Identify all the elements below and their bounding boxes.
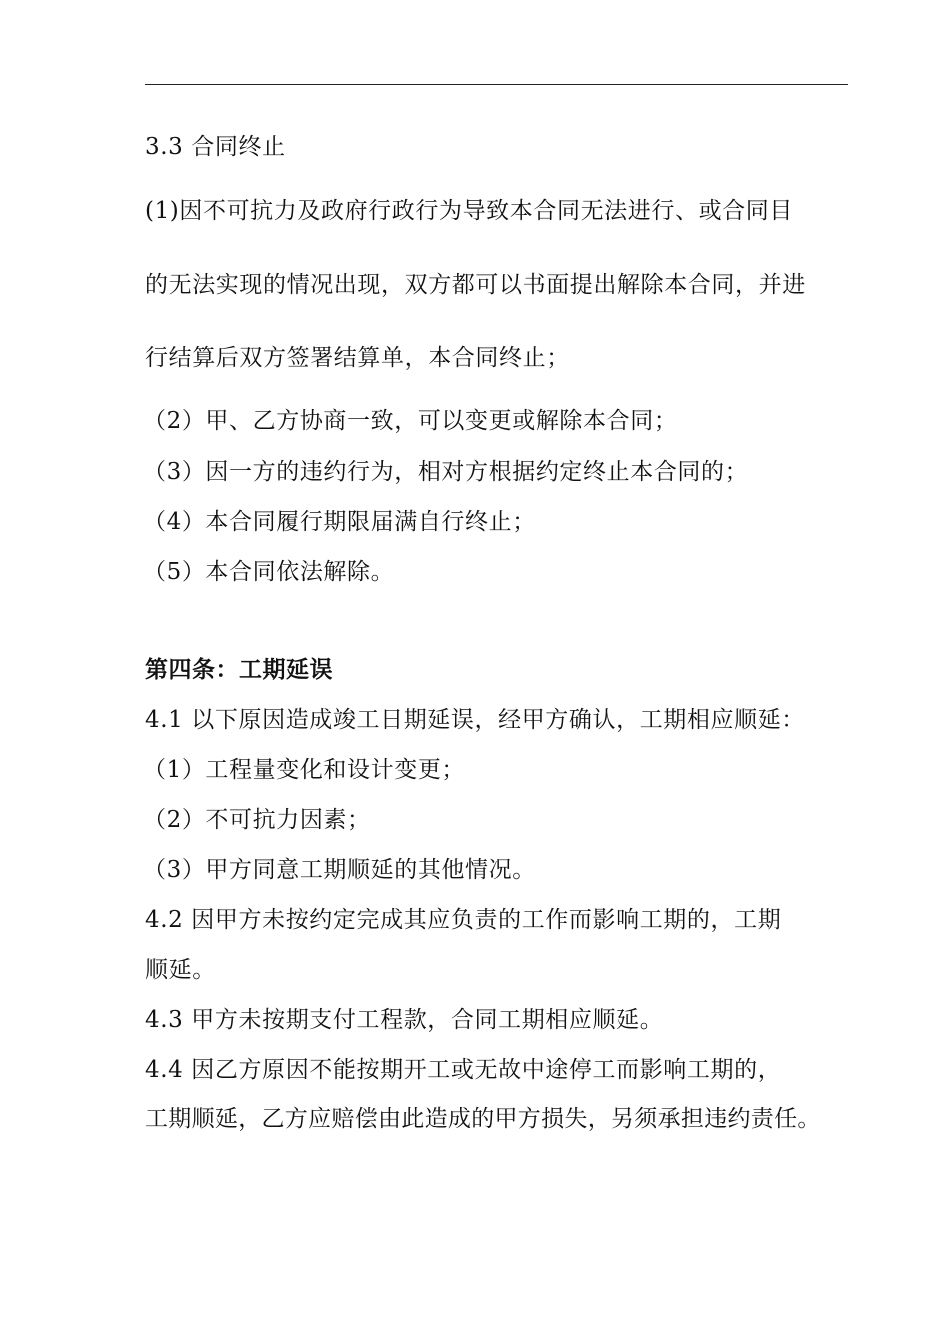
clause-4-4-line: 4.4 因乙方原因不能按期开工或无故中途停工而影响工期的， (145, 1057, 782, 1083)
clause-4-2-line: 顺延。 (145, 957, 216, 983)
clause-4-4-line: 工期顺延，乙方应赔偿由此造成的甲方损失，另须承担违约责任。 (145, 1106, 821, 1132)
section-heading-3-3: 3.3 合同终止 (145, 134, 286, 160)
clause-4-2-line: 4.2 因甲方未按约定完成其应负责的工作而影响工期的，工期 (145, 907, 782, 933)
list-item: （4）本合同履行期限届满自行终止； (143, 509, 536, 535)
list-item: （3）因一方的违约行为，相对方根据约定终止本合同的； (143, 459, 749, 485)
list-item: （5）本合同依法解除。 (143, 559, 395, 585)
clause-4-1: 4.1 以下原因造成竣工日期延误，经甲方确认，工期相应顺延： (145, 707, 805, 733)
header-rule (145, 84, 848, 85)
paragraph-line: 行结算后双方签署结算单，本合同终止； (145, 345, 570, 371)
clause-4-3: 4.3 甲方未按期支付工程款，合同工期相应顺延。 (145, 1007, 664, 1033)
list-item: （2）甲、乙方协商一致，可以变更或解除本合同； (143, 408, 678, 434)
list-item: （3）甲方同意工期顺延的其他情况。 (143, 857, 536, 883)
list-item: （1）工程量变化和设计变更； (143, 757, 466, 783)
paragraph-line: 的无法实现的情况出现，双方都可以书面提出解除本合同，并进 (145, 272, 806, 298)
list-item: （2）不可抗力因素； (143, 807, 371, 833)
paragraph-line: (1)因不可抗力及政府行政行为导致本合同无法进行、或合同目 (145, 198, 793, 224)
article-heading: 第四条：工期延误 (145, 657, 333, 683)
